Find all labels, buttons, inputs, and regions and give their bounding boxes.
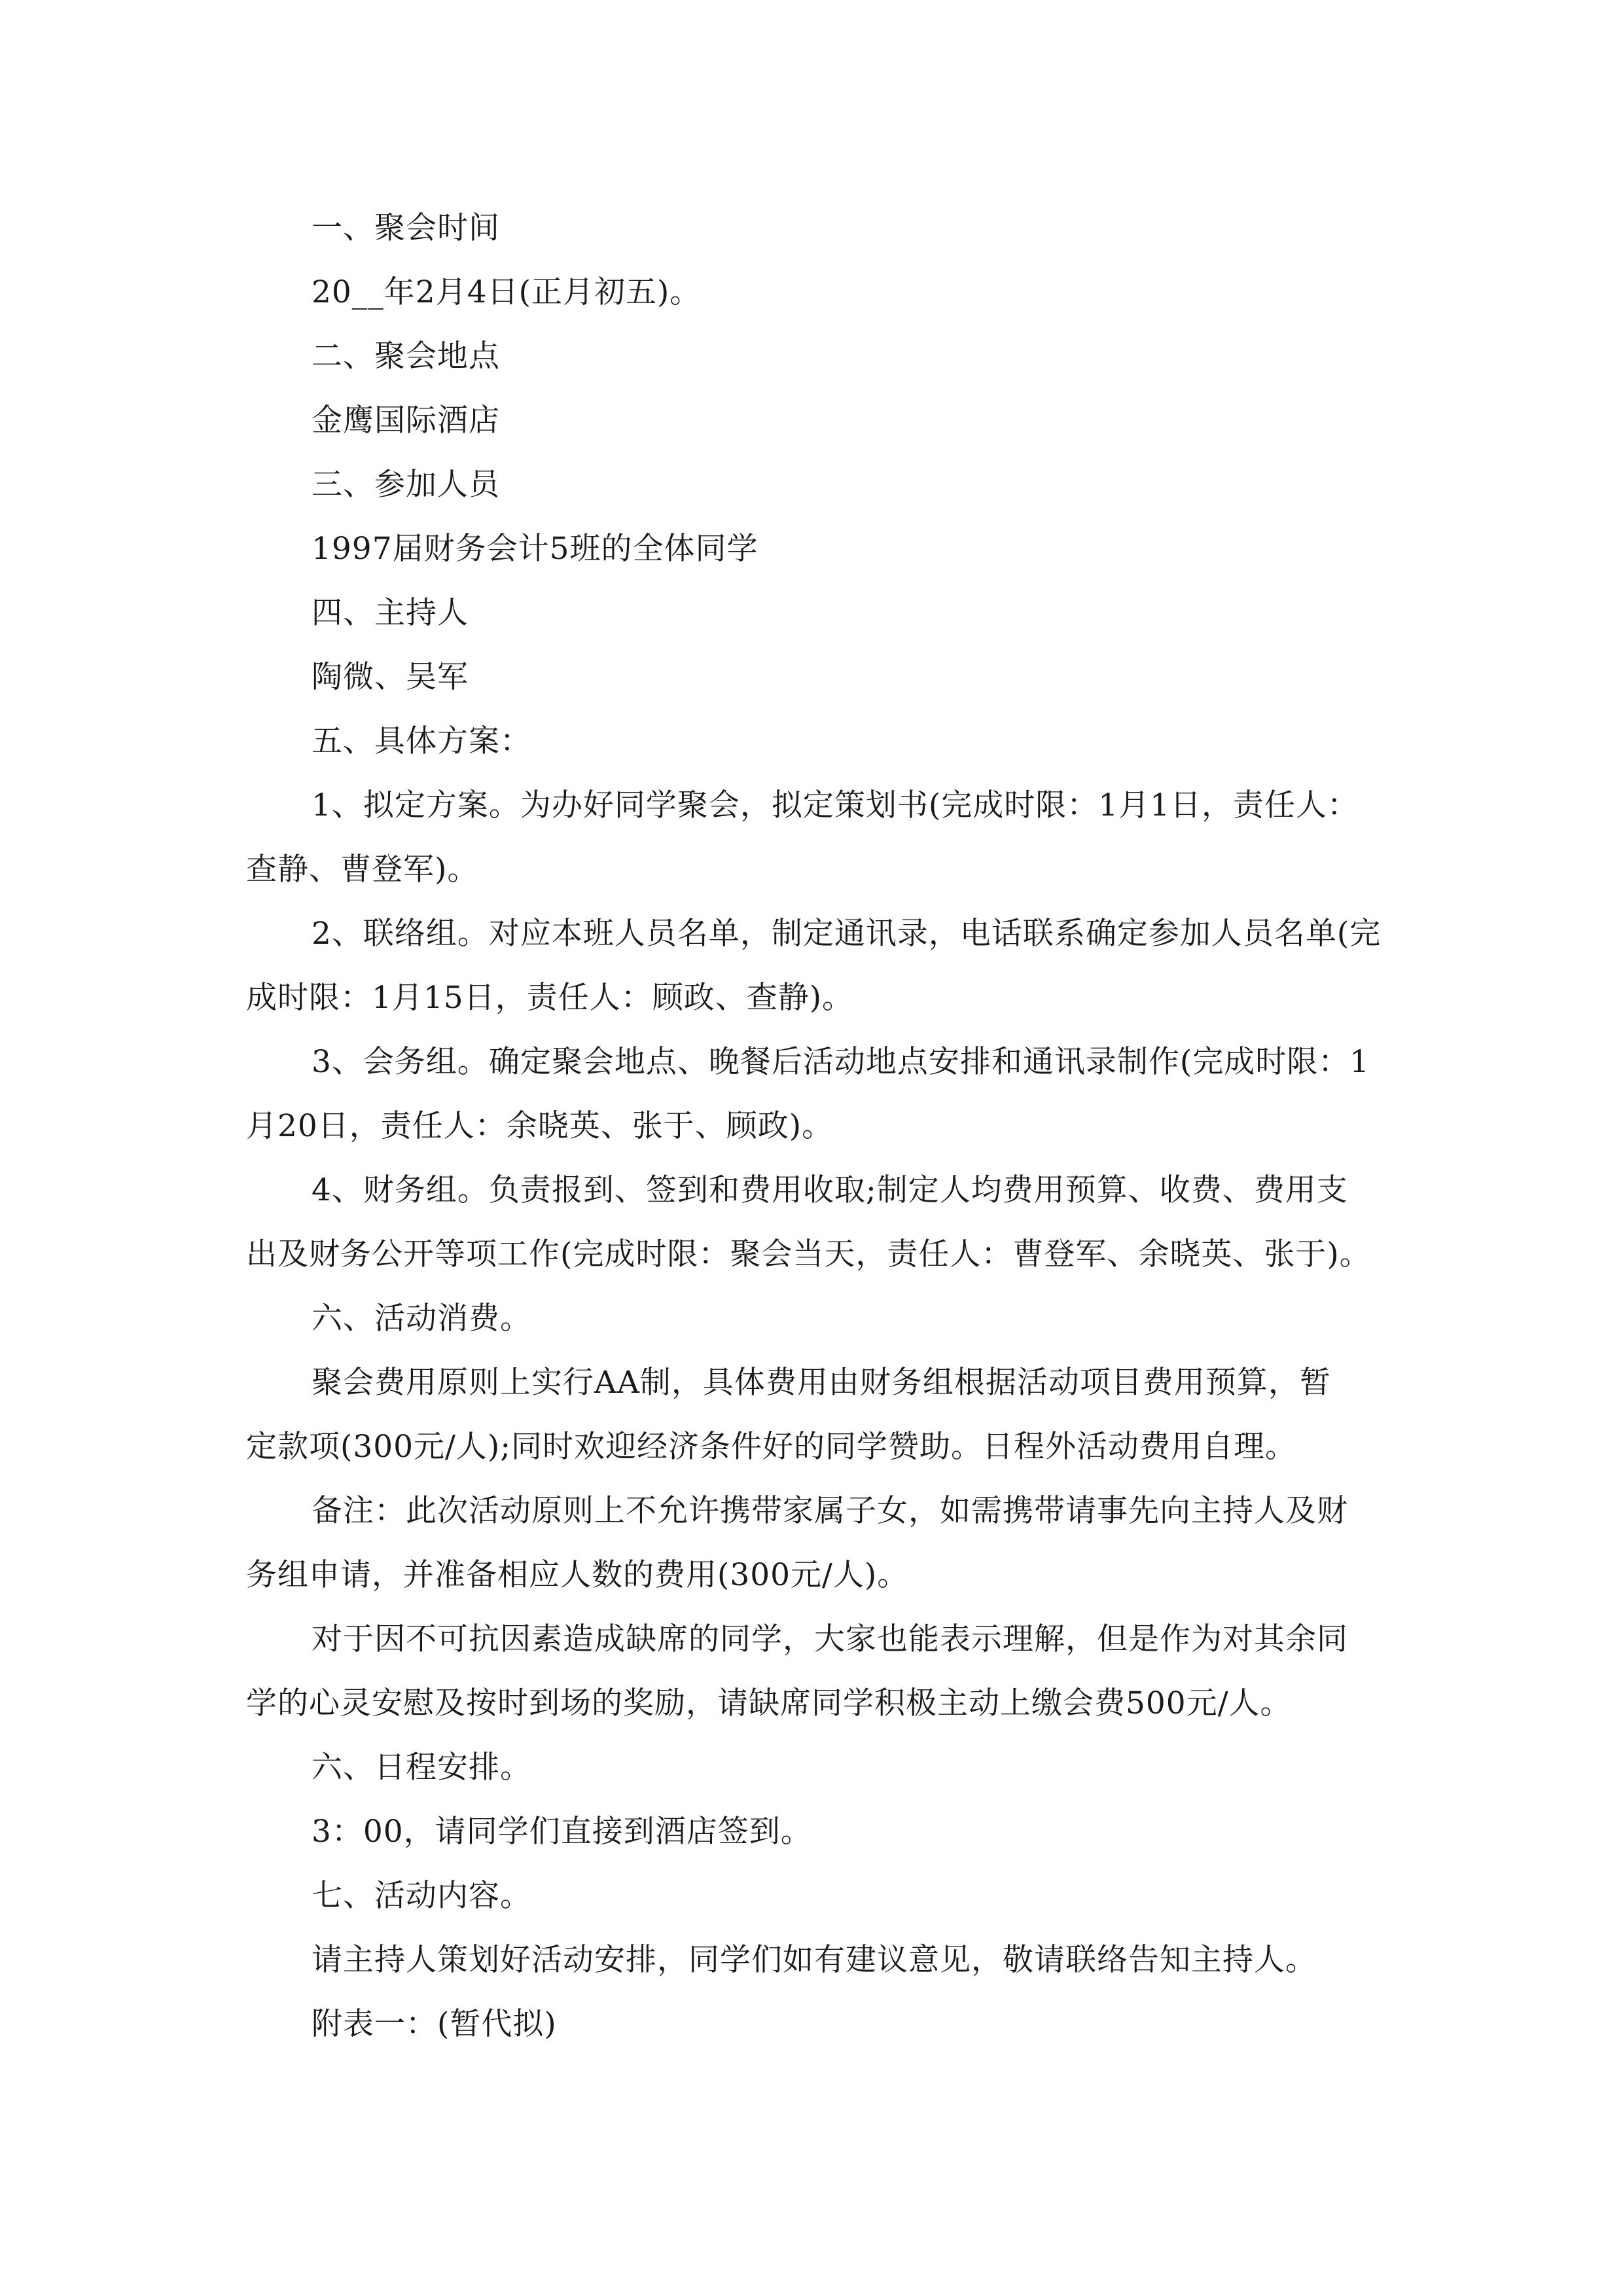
plan-item-1-line-1: 1、拟定方案。为办好同学聚会，拟定策划书(完成时限：1月1日，责任人： bbox=[312, 787, 1359, 823]
activities-text: 请主持人策划好活动安排，同学们如有建议意见，敬请联络告知主持人。 bbox=[312, 1942, 1317, 1978]
meeting-date: 20__年2月4日(正月初五)。 bbox=[312, 274, 702, 310]
document-body bbox=[246, 196, 1424, 2056]
heading-activities: 七、活动内容。 bbox=[312, 1878, 531, 1914]
appendix-heading: 附表一：(暂代拟) bbox=[312, 2006, 557, 2042]
schedule-item: 3：00，请同学们直接到酒店签到。 bbox=[312, 1814, 812, 1850]
plan-item-2-line-1: 2、联络组。对应本班人员名单，制定通讯录，电话联系确定参加人员名单(完 bbox=[312, 916, 1382, 952]
plan-item-3-line-2: 月20日，责任人：余晓英、张于、顾政)。 bbox=[246, 1108, 834, 1144]
participants: 1997届财务会计5班的全体同学 bbox=[312, 531, 758, 567]
note-line-1: 备注：此次活动原则上不允许携带家属子女，如需携带请事先向主持人及财 bbox=[312, 1493, 1348, 1529]
plan-item-2-line-2: 成时限：1月15日，责任人：顾政、查静)。 bbox=[246, 980, 854, 1016]
heading-schedule: 六、日程安排。 bbox=[312, 1749, 531, 1785]
plan-item-1-line-2: 查静、曹登军)。 bbox=[246, 852, 479, 888]
expenses-line-1: 聚会费用原则上实行AA制，具体费用由财务组根据活动项目费用预算，暂 bbox=[312, 1365, 1331, 1401]
meeting-place: 金鹰国际酒店 bbox=[312, 403, 500, 439]
note-line-2: 务组申请，并准备相应人数的费用(300元/人)。 bbox=[246, 1557, 909, 1593]
plan-item-3-line-1: 3、会务组。确定聚会地点、晚餐后活动地点安排和通讯录制作(完成时限：1 bbox=[312, 1044, 1370, 1080]
absence-line-2: 学的心灵安慰及按时到场的奖励，请缺席同学积极主动上缴会费500元/人。 bbox=[246, 1685, 1292, 1721]
heading-plan: 五、具体方案： bbox=[312, 723, 531, 759]
heading-participants: 三、参加人员 bbox=[312, 467, 500, 503]
absence-line-1: 对于因不可抗因素造成缺席的同学，大家也能表示理解，但是作为对其余同 bbox=[312, 1621, 1348, 1657]
hosts: 陶微、吴军 bbox=[312, 659, 469, 695]
plan-item-4-line-1: 4、财务组。负责报到、签到和费用收取;制定人均费用预算、收费、费用支 bbox=[312, 1172, 1348, 1208]
heading-meeting-place: 二、聚会地点 bbox=[312, 338, 500, 374]
heading-hosts: 四、主持人 bbox=[312, 595, 469, 631]
plan-item-4-line-2: 出及财务公开等项工作(完成时限：聚会当天，责任人：曹登军、余晓英、张于)。 bbox=[246, 1236, 1371, 1272]
heading-meeting-time: 一、聚会时间 bbox=[312, 210, 500, 246]
expenses-line-2: 定款项(300元/人);同时欢迎经济条件好的同学赞助。日程外活动费用自理。 bbox=[246, 1429, 1297, 1465]
heading-expenses: 六、活动消费。 bbox=[312, 1300, 531, 1336]
